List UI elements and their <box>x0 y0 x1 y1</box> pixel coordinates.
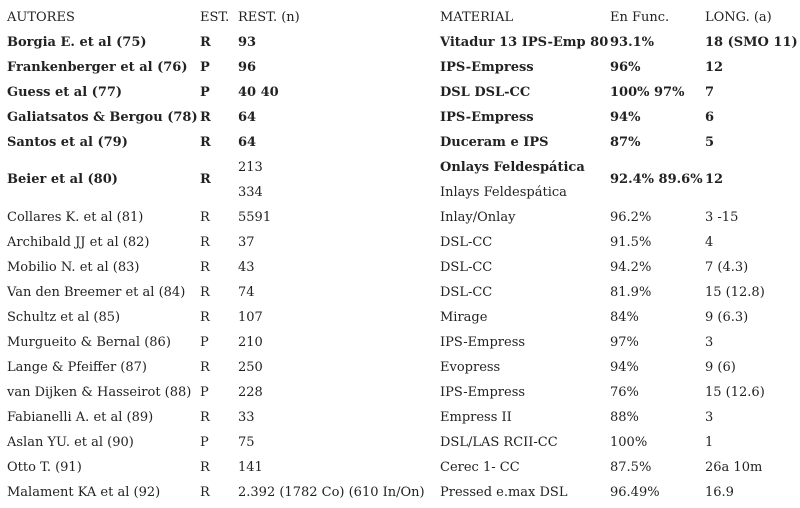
cell-material: Empress II <box>440 410 512 425</box>
cell-autores: Collares K. et al (81) <box>7 210 144 225</box>
cell-rest: 33 <box>238 410 255 425</box>
table-row <box>0 205 800 230</box>
cell-material: IPS-Empress <box>440 385 526 400</box>
cell-autores: Aslan YU. et al (90) <box>7 435 134 450</box>
cell-autores: Archibald JJ et al (82) <box>7 235 150 250</box>
cell-func: 94.2% <box>610 260 652 275</box>
cell-autores: Galiatsatos & Bergou (78) <box>7 110 198 125</box>
cell-autores: Murgueito & Bernal (86) <box>7 335 171 350</box>
cell-rest: 43 <box>238 260 255 275</box>
cell-est: P <box>200 335 209 350</box>
cell-autores: Van den Breemer et al (84) <box>7 285 186 300</box>
header-material: MATERIAL <box>440 10 514 25</box>
cell-func: 100% <box>610 435 648 450</box>
cell-material: IPS-Empress <box>440 335 526 350</box>
cell-material: DSL-CC <box>440 285 493 300</box>
cell-autores: Lange & Pfeiffer (87) <box>7 360 147 375</box>
cell-material: Cerec 1- CC <box>440 460 520 475</box>
cell-long: 6 <box>705 110 715 125</box>
cell-material: IPS-Empress <box>440 60 534 75</box>
cell-rest: 64 <box>238 135 257 150</box>
cell-long: 18 (SMO 11) <box>705 35 798 50</box>
cell-rest: 107 <box>238 310 263 325</box>
cell-autores: Guess et al (77) <box>7 85 123 100</box>
cell-long: 7 (4.3) <box>705 260 749 275</box>
cell-autores: Santos et al (79) <box>7 135 128 150</box>
table-row <box>0 330 800 355</box>
cell-est: R <box>200 172 211 187</box>
cell-long: 16.9 <box>705 485 734 500</box>
table-row <box>0 255 800 280</box>
table-row <box>0 405 800 430</box>
table-row <box>0 55 800 80</box>
cell-material: Inlay/Onlay <box>440 210 516 225</box>
cell-func: 96.49% <box>610 485 660 500</box>
cell-est: R <box>200 285 210 300</box>
header-func: En Func. <box>610 10 670 25</box>
cell-rest: 37 <box>238 235 255 250</box>
cell-est: R <box>200 210 210 225</box>
cell-func: 84% <box>610 310 639 325</box>
cell-long: 15 (12.8) <box>705 285 765 300</box>
cell-rest: 334 <box>238 185 263 200</box>
cell-long: 12 <box>705 172 724 187</box>
cell-material: Onlays Feldespática <box>440 160 585 175</box>
cell-est: R <box>200 35 211 50</box>
cell-autores: van Dijken & Hasseirot (88) <box>7 385 192 400</box>
cell-func: 88% <box>610 410 639 425</box>
cell-rest: 74 <box>238 285 255 300</box>
cell-material: DSL-CC <box>440 260 493 275</box>
cell-long: 5 <box>705 135 715 150</box>
cell-func: 93.1% <box>610 35 655 50</box>
cell-autores: Frankenberger et al (76) <box>7 60 188 75</box>
table-row <box>0 430 800 455</box>
cell-autores: Beier et al (80) <box>7 172 118 187</box>
cell-est: R <box>200 135 211 150</box>
cell-autores: Fabianelli A. et al (89) <box>7 410 154 425</box>
cell-material: Mirage <box>440 310 488 325</box>
cell-material: IPS-Empress <box>440 110 534 125</box>
table-row <box>0 130 800 155</box>
cell-long: 9 (6) <box>705 360 736 375</box>
cell-long: 7 <box>705 85 715 100</box>
table-row <box>0 280 800 305</box>
table-row <box>0 455 800 480</box>
cell-est: R <box>200 310 210 325</box>
cell-long: 12 <box>705 60 724 75</box>
cell-est: R <box>200 410 210 425</box>
cell-est: P <box>200 60 210 75</box>
table-row <box>0 480 800 505</box>
table-row <box>0 30 800 55</box>
cell-material: DSL-CC <box>440 235 493 250</box>
table-row <box>0 380 800 405</box>
header-long: LONG. (a) <box>705 10 772 25</box>
cell-autores: Schultz et al (85) <box>7 310 121 325</box>
table-row <box>0 80 800 105</box>
cell-long: 3 <box>705 335 714 350</box>
cell-est: P <box>200 435 209 450</box>
cell-long: 3 -15 <box>705 210 739 225</box>
cell-material: Vitadur 13 IPS-Emp 80 <box>440 35 609 50</box>
cell-rest: 228 <box>238 385 263 400</box>
cell-material: DSL DSL-CC <box>440 85 531 100</box>
cell-rest: 5591 <box>238 210 272 225</box>
cell-rest: 141 <box>238 460 263 475</box>
cell-rest: 40 40 <box>238 85 279 100</box>
cell-rest: 75 <box>238 435 255 450</box>
header-rest: REST. (n) <box>238 10 300 25</box>
cell-rest: 96 <box>238 60 257 75</box>
cell-material: Evopress <box>440 360 501 375</box>
cell-rest: 64 <box>238 110 257 125</box>
cell-long: 15 (12.6) <box>705 385 765 400</box>
cell-func: 92.4% 89.6% <box>610 172 703 187</box>
cell-func: 87% <box>610 135 641 150</box>
cell-est: R <box>200 460 210 475</box>
cell-long: 1 <box>705 435 714 450</box>
cell-func: 76% <box>610 385 639 400</box>
cell-long: 26a 10m <box>705 460 763 475</box>
table-row <box>0 230 800 255</box>
cell-est: R <box>200 260 210 275</box>
table-row <box>0 355 800 380</box>
cell-rest: 210 <box>238 335 263 350</box>
cell-est: R <box>200 110 211 125</box>
cell-func: 94% <box>610 110 641 125</box>
cell-long: 4 <box>705 235 714 250</box>
cell-est: R <box>200 485 210 500</box>
header-autores: AUTORES <box>7 10 75 25</box>
table-header <box>0 5 800 30</box>
cell-rest: 213 <box>238 160 263 175</box>
cell-material: Pressed e.max DSL <box>440 485 568 500</box>
cell-long: 3 <box>705 410 714 425</box>
cell-est: R <box>200 235 210 250</box>
cell-autores: Mobilio N. et al (83) <box>7 260 140 275</box>
cell-material: Inlays Feldespática <box>440 185 567 200</box>
cell-func: 96% <box>610 60 641 75</box>
cell-rest: 2.392 (1782 Co) (610 In/On) <box>238 485 425 500</box>
cell-func: 96.2% <box>610 210 652 225</box>
cell-est: R <box>200 360 210 375</box>
table-row <box>0 105 800 130</box>
cell-func: 94% <box>610 360 639 375</box>
cell-est: P <box>200 85 210 100</box>
cell-autores: Malament KA et al (92) <box>7 485 161 500</box>
cell-rest: 93 <box>238 35 257 50</box>
cell-autores: Borgia E. et al (75) <box>7 35 147 50</box>
cell-material: Duceram e IPS <box>440 135 549 150</box>
cell-func: 91.5% <box>610 235 652 250</box>
table-row <box>0 305 800 330</box>
cell-autores: Otto T. (91) <box>7 460 82 475</box>
cell-rest: 250 <box>238 360 263 375</box>
cell-material: DSL/LAS RCII-CC <box>440 435 558 450</box>
cell-func: 81.9% <box>610 285 652 300</box>
header-est: EST. <box>200 10 230 25</box>
cell-func: 97% <box>610 335 639 350</box>
cell-est: P <box>200 385 209 400</box>
table-row <box>0 155 800 205</box>
cell-func: 87.5% <box>610 460 652 475</box>
cell-func: 100% 97% <box>610 85 685 100</box>
cell-long: 9 (6.3) <box>705 310 749 325</box>
